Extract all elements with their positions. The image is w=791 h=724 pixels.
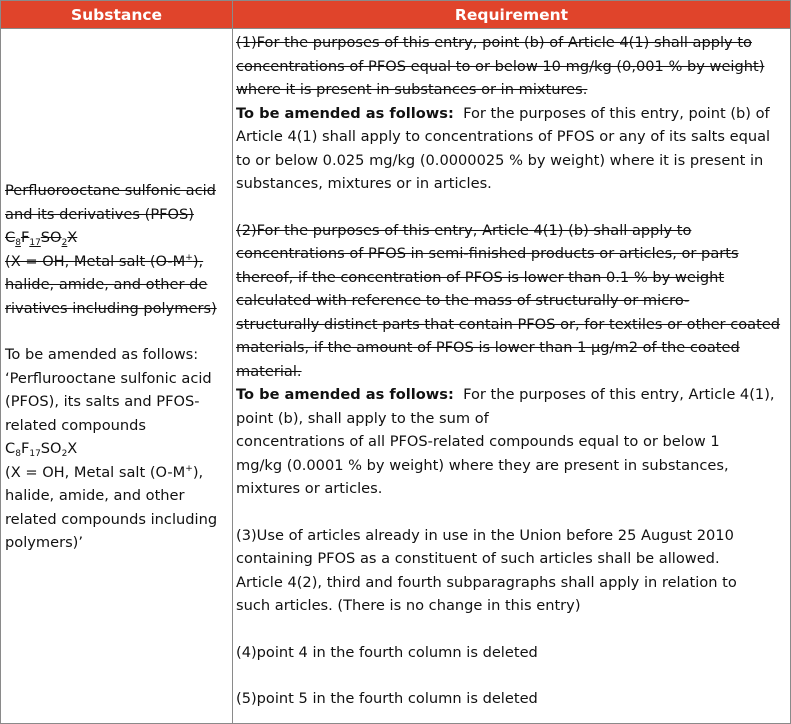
amend-label: To be amended as follows: (236, 386, 454, 403)
text-line: mg/kg (0.0001 % by weight) where they are present in substances, (236, 456, 729, 474)
old-name-line: halide, amide, and other de (5, 276, 208, 293)
header-substance: Substance (1, 1, 233, 29)
text-line: materials, if the amount of PFOS is lower than 1 μg/m2 of the coated (236, 339, 740, 356)
formula-subscript: 8 (15, 449, 21, 459)
amend-text: For the purposes of this entry, Article 4(1), (463, 386, 775, 403)
substance-cell (1, 29, 233, 724)
text-line: point (b), shall apply to the sum of (236, 409, 489, 427)
text-line: concentrations of PFOS equal to or below 10 mg/kg (0,001 % by weight) (236, 57, 765, 75)
x-def-superscript: + (185, 252, 193, 263)
text-line: (3)Use of articles already in use in the Union before 25 August 2010 (236, 526, 734, 544)
formula-subscript: 17 (29, 449, 41, 459)
table-row (1, 29, 791, 724)
text-line: where it is present in substances or in mixtures. (236, 81, 588, 98)
formula-text: F (20, 440, 30, 457)
text-line: substances, mixtures or in articles. (236, 175, 492, 192)
old-substance-name (5, 179, 230, 320)
amend-intro: To be amended as follows: (5, 346, 199, 363)
new-x-definition (5, 461, 230, 485)
old-name-line: and its derivatives (PFOS) (5, 205, 194, 223)
text-line: structurally distinct parts that contain PFOS or, for textiles or other coated (236, 315, 781, 333)
formula-subscript: 17 (29, 238, 41, 248)
text-line: Article 4(1) shall apply to concentrations of PFOS or any of its salts equal (236, 128, 771, 145)
text-line: such articles. (There is no change in this entry) (236, 597, 581, 614)
formula-text: SO (40, 440, 62, 457)
old-x-definition (5, 250, 230, 274)
old-formula (5, 226, 230, 250)
text-line (236, 383, 788, 407)
paragraph-4: (4)point 4 in the fourth column is deleted (236, 643, 538, 661)
amend-text: For the purposes of this entry, point (b) of (463, 104, 770, 122)
formula-text: X (67, 229, 78, 246)
new-name-line: related compounds including (5, 510, 218, 528)
header-row (1, 1, 791, 29)
paragraph-3 (236, 524, 788, 618)
text-line: containing PFOS as a constituent of such articles shall be allowed. (236, 550, 720, 567)
new-name-line: polymers)’ (5, 534, 84, 551)
text-line: Article 4(2), third and fourth subparagraphs shall apply in relation to (236, 573, 737, 591)
new-name-line: halide, amide, and other (5, 487, 185, 504)
text-line: concentrations of PFOS in semi-finished products or articles, or parts (236, 245, 739, 262)
x-def-text: (X = OH, Metal salt (O-M (5, 463, 186, 481)
paragraph-1-new (236, 102, 788, 196)
paragraph-1-old (236, 31, 788, 102)
formula-text: C (5, 440, 16, 457)
formula-subscript: 8 (15, 238, 21, 248)
formula-text: X (67, 440, 78, 457)
text-line: material. (236, 362, 302, 380)
formula-text: SO (40, 229, 62, 246)
text-line: concentrations of all PFOS-related compounds equal to or below 1 (236, 433, 720, 450)
paragraph-2-old (236, 219, 788, 384)
new-name-line: related compounds (5, 416, 146, 434)
text-line: calculated with reference to the mass of structurally or micro- (236, 292, 690, 309)
text-line: mixtures or articles. (236, 480, 383, 497)
paragraph-5: (5)point 5 in the fourth column is deleted (236, 690, 538, 707)
new-name-line: ‘Perflurooctane sulfonic acid (5, 369, 212, 387)
text-line: (2)For the purposes of this entry, Article 4(1) (b) shall apply to (236, 221, 692, 239)
header-requirement: Requirement (233, 1, 791, 29)
text-line (236, 102, 788, 126)
new-substance-name (5, 343, 230, 555)
new-name-line: (PFOS), its salts and PFOS- (5, 393, 200, 410)
amend-label: To be amended as follows: (236, 104, 454, 122)
formula-text: C (5, 229, 16, 246)
paragraph-2-new (236, 383, 788, 501)
old-name-line: rivatives including polymers) (5, 299, 217, 317)
text-line: thereof, if the concentration of PFOS is lower than 0.1 % by weight (236, 268, 725, 286)
x-def-text: (X = OH, Metal salt (O-M (5, 252, 186, 270)
formula-subscript: 2 (61, 449, 68, 459)
formula-subscript: 2 (61, 238, 68, 248)
old-name-line: Perfluorooctane sulfonic acid (5, 182, 216, 199)
new-formula (5, 437, 230, 461)
x-def-text: ), (192, 252, 204, 270)
x-def-superscript: + (185, 463, 193, 474)
requirement-cell (233, 29, 791, 724)
text-line: to or below 0.025 mg/kg (0.0000025 % by weight) where it is present in (236, 151, 764, 169)
text-line: (1)For the purposes of this entry, point (b) of Article 4(1) shall apply to (236, 34, 752, 51)
x-def-text: ), (192, 463, 204, 481)
formula-text: F (20, 229, 30, 246)
